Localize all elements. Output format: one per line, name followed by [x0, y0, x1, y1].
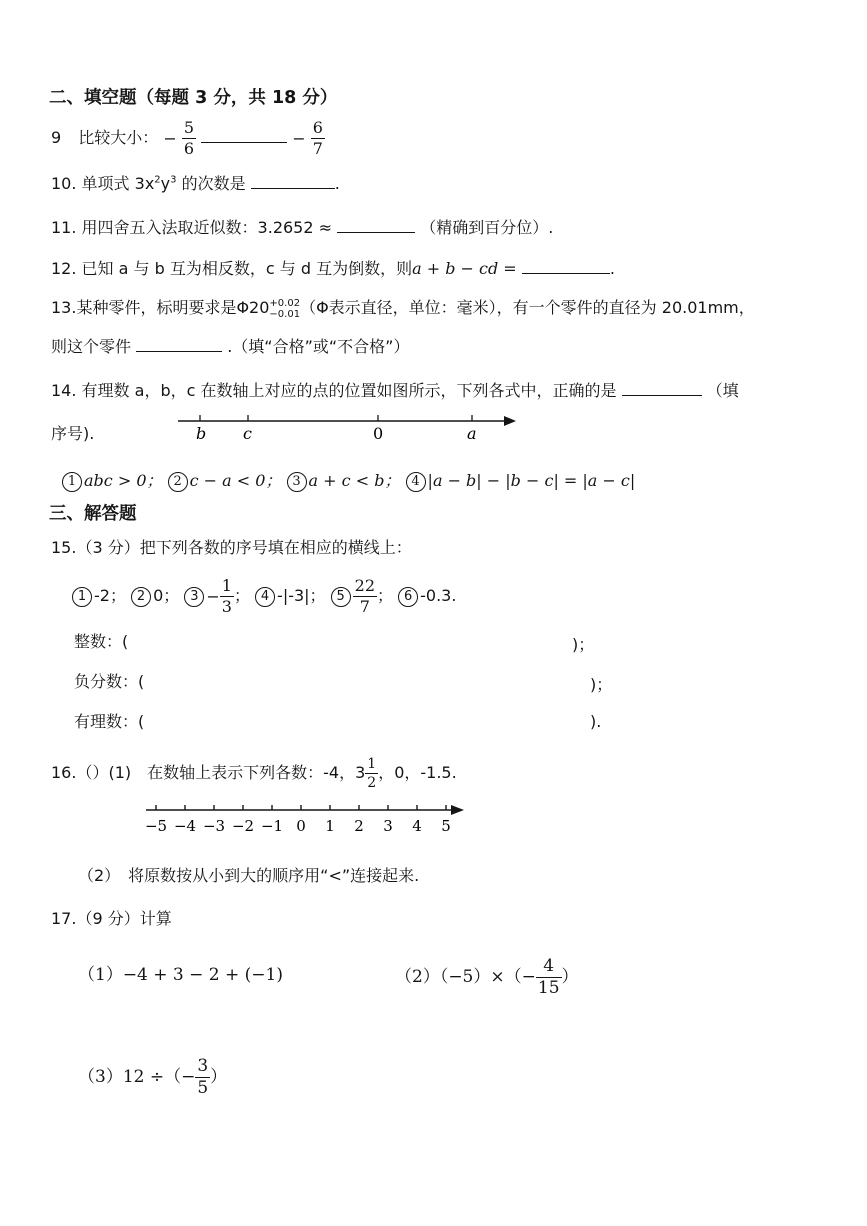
tick-label: −4 [173, 817, 197, 835]
label-c: c [243, 424, 252, 443]
question-tail: （填 [706, 381, 739, 400]
question-number: 9 [51, 128, 62, 147]
question-10 [51, 171, 340, 194]
fraction: $\frac{4}{15}$ [537, 956, 560, 998]
fraction: $\frac{3}{5}$ [197, 1056, 209, 1098]
label-zero: 0 [373, 424, 384, 443]
option-expr: abc > 0； [84, 471, 163, 490]
question-text: ，0，-1.5. [378, 763, 457, 782]
item: -0.3. [420, 586, 457, 605]
question-tail: .（填“合格”或“不合格”） [227, 337, 410, 356]
tick-label: −1 [260, 817, 284, 835]
expr: （2）（−5）×（− [395, 967, 536, 987]
answer-blank[interactable] [622, 394, 702, 396]
tick-label: 2 [354, 817, 364, 835]
circled-number: 1 [72, 587, 92, 607]
calc-part-1: （1）−4 + 3 − 2 + (−1) [78, 965, 283, 985]
tick-label: 1 [325, 817, 335, 835]
circled-number: 3 [287, 472, 307, 492]
fraction-left: $\frac{5}{6}$ [183, 118, 195, 158]
question-14-line2: 序号). [51, 424, 95, 443]
question-text: 已知 a 与 b 互为相反数，c 与 d 互为倒数，则 [81, 259, 413, 278]
question-text: 某种零件，标明要求是Φ20 [76, 298, 270, 317]
question-15-items [72, 578, 456, 615]
number-line-abc [170, 407, 530, 447]
answer-blank[interactable] [201, 141, 287, 143]
question-14-options [62, 468, 635, 492]
circled-number: 2 [168, 472, 188, 492]
tick-label: −3 [202, 817, 226, 835]
question-9 [51, 120, 325, 157]
row-label: 有理数：( [74, 712, 145, 731]
tick-label: 0 [296, 817, 306, 835]
question-number: 17. [51, 909, 77, 928]
circled-number: 1 [62, 472, 82, 492]
tick-label: −5 [144, 817, 168, 835]
row-end: ). [590, 712, 602, 731]
tolerance: +0.02 −0.01 [269, 297, 301, 320]
item: -|-3|； [277, 586, 326, 605]
calc-part-2 [395, 958, 579, 997]
question-number: 10. [51, 174, 77, 193]
question-13 [51, 295, 755, 320]
answer-blank[interactable] [522, 272, 610, 274]
circled-number: 4 [255, 587, 275, 607]
option-expr: c − a < 0； [189, 471, 282, 490]
question-14 [51, 378, 739, 401]
question-text: 用四舍五入法取近似数：3.2652 ≈ [81, 218, 333, 237]
axis-arrow [451, 805, 464, 815]
axis-arrow [504, 416, 516, 426]
answer-blank[interactable] [251, 187, 335, 189]
minus-sign: − [163, 129, 177, 148]
number-line [140, 800, 470, 838]
question-17 [51, 906, 172, 929]
period: . [609, 259, 615, 278]
option-expr: |a − b| − |b − c| = |a − c| [427, 471, 636, 490]
tick-label: −2 [231, 817, 255, 835]
question-number: 12. [51, 259, 77, 278]
exponent: 3 [170, 174, 177, 186]
calc-part-3 [78, 1058, 227, 1097]
question-12 [51, 256, 615, 279]
section-title: 二、填空题（每题 3 分，共 18 分） [49, 88, 338, 108]
question-text: 有理数 a，b，c 在数轴上对应的点的位置如图所示，下列各式中，正确的是 [81, 381, 617, 400]
question-13-line2 [51, 334, 409, 357]
label-b: b [196, 424, 207, 443]
circled-number: 5 [331, 587, 351, 607]
circled-number: 2 [131, 587, 151, 607]
row-end: )； [590, 675, 613, 694]
item: 0； [153, 586, 180, 605]
question-16-part2: （2） 将原数按从小到大的顺序用“<”连接起来. [78, 866, 420, 885]
question-text: 单项式 3x [81, 174, 155, 193]
separator: ； [377, 586, 394, 605]
section-title: 三、解答题 [49, 504, 137, 524]
label-a: a [467, 424, 477, 443]
question-11 [51, 215, 553, 238]
question-text: （Φ表示直径，单位：毫米），有一个零件的直径为 20.01mm， [300, 298, 755, 317]
question-number: 16. [51, 763, 77, 782]
period: . [334, 174, 340, 193]
question-tail: （精确到百分位）. [420, 218, 554, 237]
item: -2； [94, 586, 126, 605]
question-number: 11. [51, 218, 77, 237]
question-text: 则这个零件 [51, 337, 132, 356]
row-end: )； [572, 635, 595, 654]
tick-label: 3 [383, 817, 393, 835]
expr: ） [210, 1067, 228, 1087]
fraction: $\frac{22}{7}$ [354, 576, 376, 616]
separator: ； [233, 586, 250, 605]
tick-label: 4 [412, 817, 422, 835]
question-text: （）(1) 在数轴上表示下列各数：-4，3 [76, 763, 366, 782]
tick-label: 5 [441, 817, 451, 835]
answer-blank[interactable] [136, 350, 222, 352]
question-text: （3 分）把下列各数的序号填在相应的横线上： [76, 538, 412, 557]
question-number: 15. [51, 538, 77, 557]
expr: （3）12 ÷（− [78, 1067, 196, 1087]
question-number: 13. [51, 298, 77, 317]
option-expr: a + c < b； [308, 471, 401, 490]
circled-number: 4 [406, 472, 426, 492]
question-text: 比较大小： [78, 128, 159, 147]
question-15 [51, 535, 412, 558]
circled-number: 6 [398, 587, 418, 607]
answer-blank[interactable] [337, 231, 415, 233]
minus-sign: − [292, 129, 306, 148]
question-text: y [160, 174, 171, 193]
fraction-right: $\frac{6}{7}$ [312, 118, 323, 158]
question-16 [51, 757, 457, 790]
expression: a + b − cd = [412, 259, 517, 278]
exponent: 2 [154, 174, 161, 186]
mixed-fraction: $\frac{1}{2}$ [367, 756, 377, 791]
row-label: 负分数：( [74, 672, 145, 691]
question-number: 14. [51, 381, 77, 400]
question-text: （9 分）计算 [76, 909, 172, 928]
circled-number: 3 [184, 587, 204, 607]
fraction: $\frac{1}{3}$ [221, 576, 232, 616]
expr: ） [561, 967, 579, 987]
row-label: 整数：( [74, 632, 129, 651]
minus-sign: − [206, 587, 220, 606]
question-text: 的次数是 [176, 174, 246, 193]
